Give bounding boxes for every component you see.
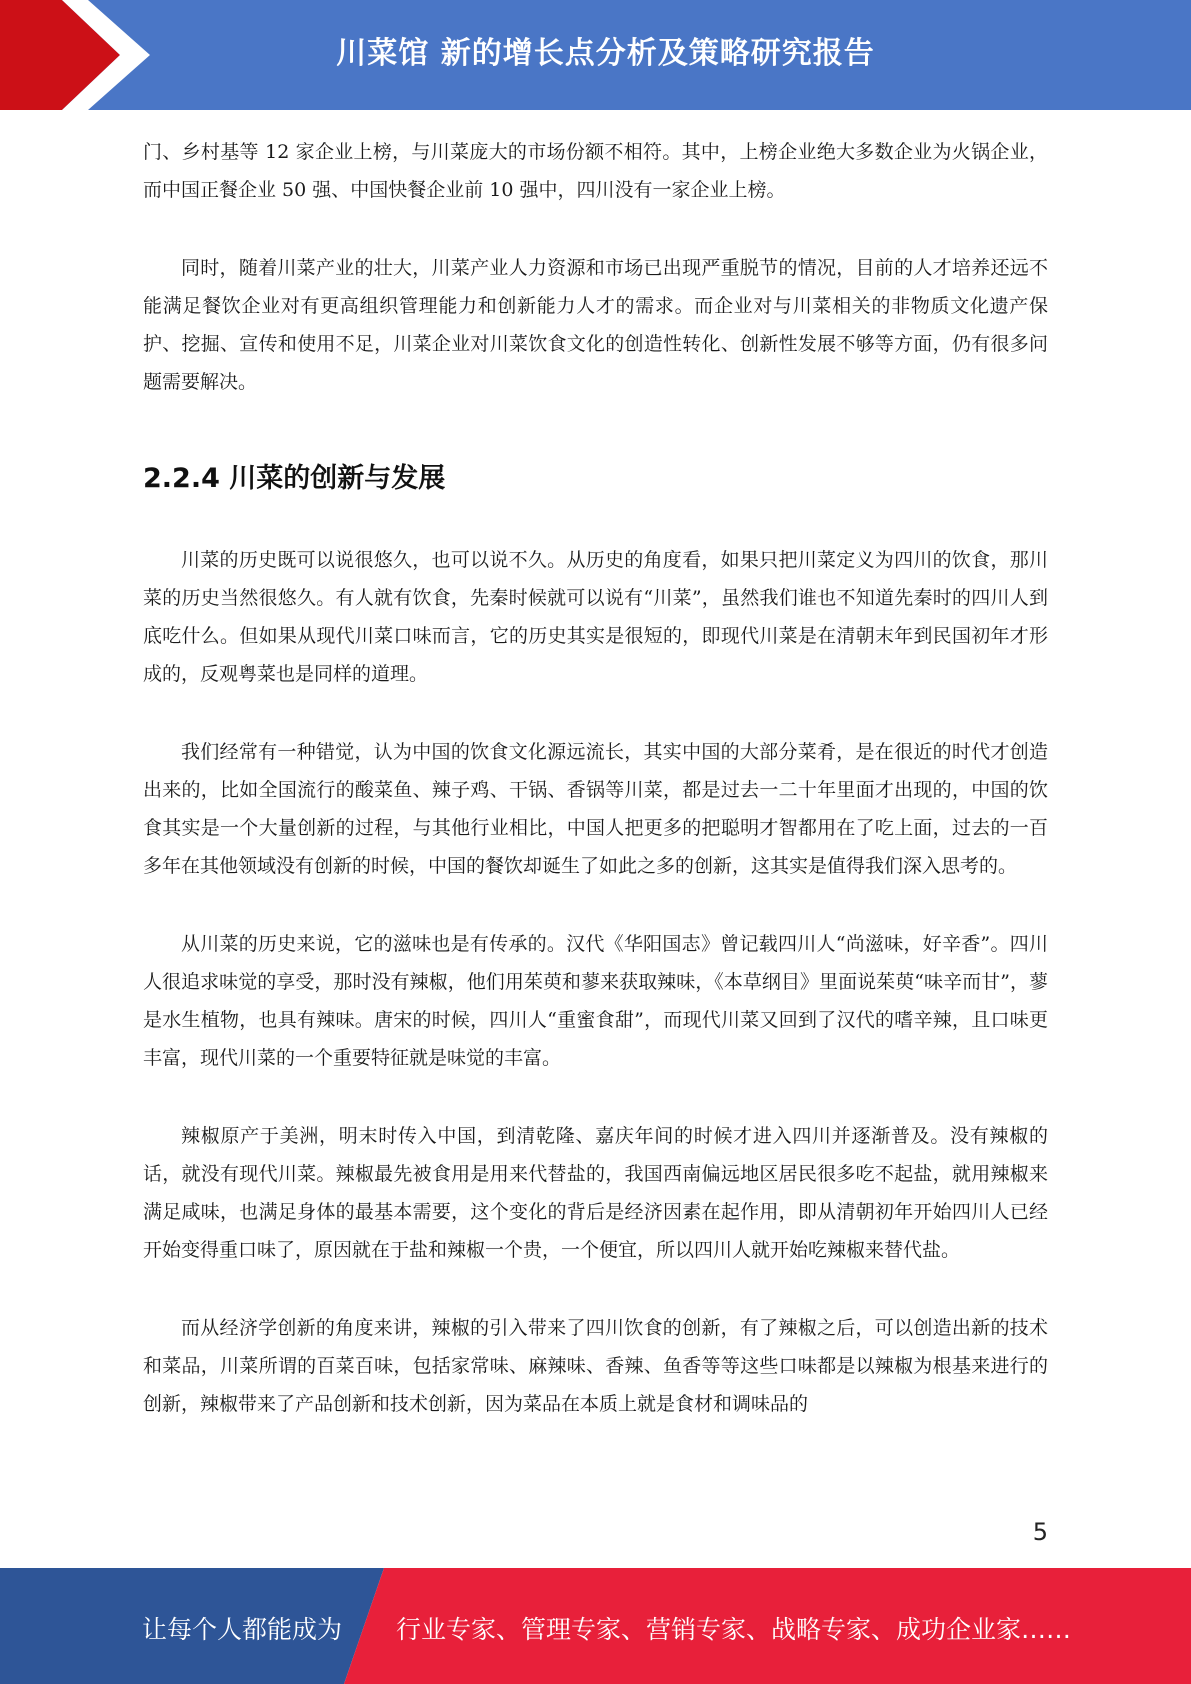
header-title: 川菜馆 新的增长点分析及策略研究报告 (336, 36, 875, 71)
document-body (143, 133, 1048, 1463)
footer-slogan-left: 让每个人都能成为 (142, 1615, 343, 1644)
page-number: 5 (1032, 1518, 1048, 1546)
page-header (0, 0, 1191, 110)
paragraph: 川菜的历史既可以说很悠久，也可以说不久。从历史的角度看，如果只把川菜定义为四川的饮食，那川菜的历史当然很悠久。有人就有饮食，先秦时候就可以说有“川菜”，虽然我们谁也不知道先秦时的四川人到底吃什么。但如果从现代川菜口味而言，它的历史其实是很短的，即现代川菜是在清朝末年到民国初年才形成的，反观粤菜也是同样的道理。 (143, 549, 1048, 685)
footer-slogan-right: 行业专家、管理专家、营销专家、战略专家、成功企业家…… (396, 1615, 1072, 1644)
page-footer (0, 1568, 1191, 1684)
paragraph: 而从经济学创新的角度来讲，辣椒的引入带来了四川饮食的创新，有了辣椒之后，可以创造出新的技术和菜品，川菜所谓的百菜百味，包括家常味、麻辣味、香辣、鱼香等等这些口味都是以辣椒为根基来进行的创新，辣椒带来了产品创新和技术创新，因为菜品在本质上就是食材和调味品的 (143, 1317, 1048, 1415)
paragraph: 从川菜的历史来说，它的滋味也是有传承的。汉代《华阳国志》曾记载四川人“尚滋味，好辛香”。四川人很追求味觉的享受，那时没有辣椒，他们用茱萸和蓼来获取辣味，《本草纲目》里面说茱萸“味辛而甘”，蓼是水生植物，也具有辣味。唐宋的时候，四川人“重蜜食甜”，而现代川菜又回到了汉代的嗜辛辣，且口味更丰富，现代川菜的一个重要特征就是味觉的丰富。 (143, 933, 1048, 1069)
paragraph: 辣椒原产于美洲，明末时传入中国，到清乾隆、嘉庆年间的时候才进入四川并逐渐普及。没有辣椒的话，就没有现代川菜。辣椒最先被食用是用来代替盐的，我国西南偏远地区居民很多吃不起盐，就用辣椒来满足咸味，也满足身体的最基本需要，这个变化的背后是经济因素在起作用，即从清朝初年开始四川人已经开始变得重口味了，原因就在于盐和辣椒一个贵，一个便宜，所以四川人就开始吃辣椒来替代盐。 (143, 1125, 1048, 1261)
paragraph: 门、乡村基等 12 家企业上榜，与川菜庞大的市场份额不相符。其中，上榜企业绝大多数企业为火锅企业，而中国正餐企业 50 强、中国快餐企业前 10 强中，四川没有一家企业上榜。 (143, 141, 1048, 201)
section-heading: 2.2.4 川菜的创新与发展 (143, 463, 446, 494)
paragraph: 我们经常有一种错觉，认为中国的饮食文化源远流长，其实中国的大部分菜肴，是在很近的时代才创造出来的，比如全国流行的酸菜鱼、辣子鸡、干锅、香锅等川菜，都是过去一二十年里面才出现的，中国的饮食其实是一个大量创新的过程，与其他行业相比，中国人把更多的把聪明才智都用在了吃上面，过去的一百多年在其他领域没有创新的时候，中国的餐饮却诞生了如此之多的创新，这其实是值得我们深入思考的。 (143, 741, 1048, 877)
paragraph: 同时，随着川菜产业的壮大，川菜产业人力资源和市场已出现严重脱节的情况，目前的人才培养还远不能满足餐饮企业对有更高组织管理能力和创新能力人才的需求。而企业对与川菜相关的非物质文化遗产保护、挖掘、宣传和使用不足，川菜企业对川菜饮食文化的创造性转化、创新性发展不够等方面，仍有很多问题需要解决。 (143, 257, 1048, 393)
